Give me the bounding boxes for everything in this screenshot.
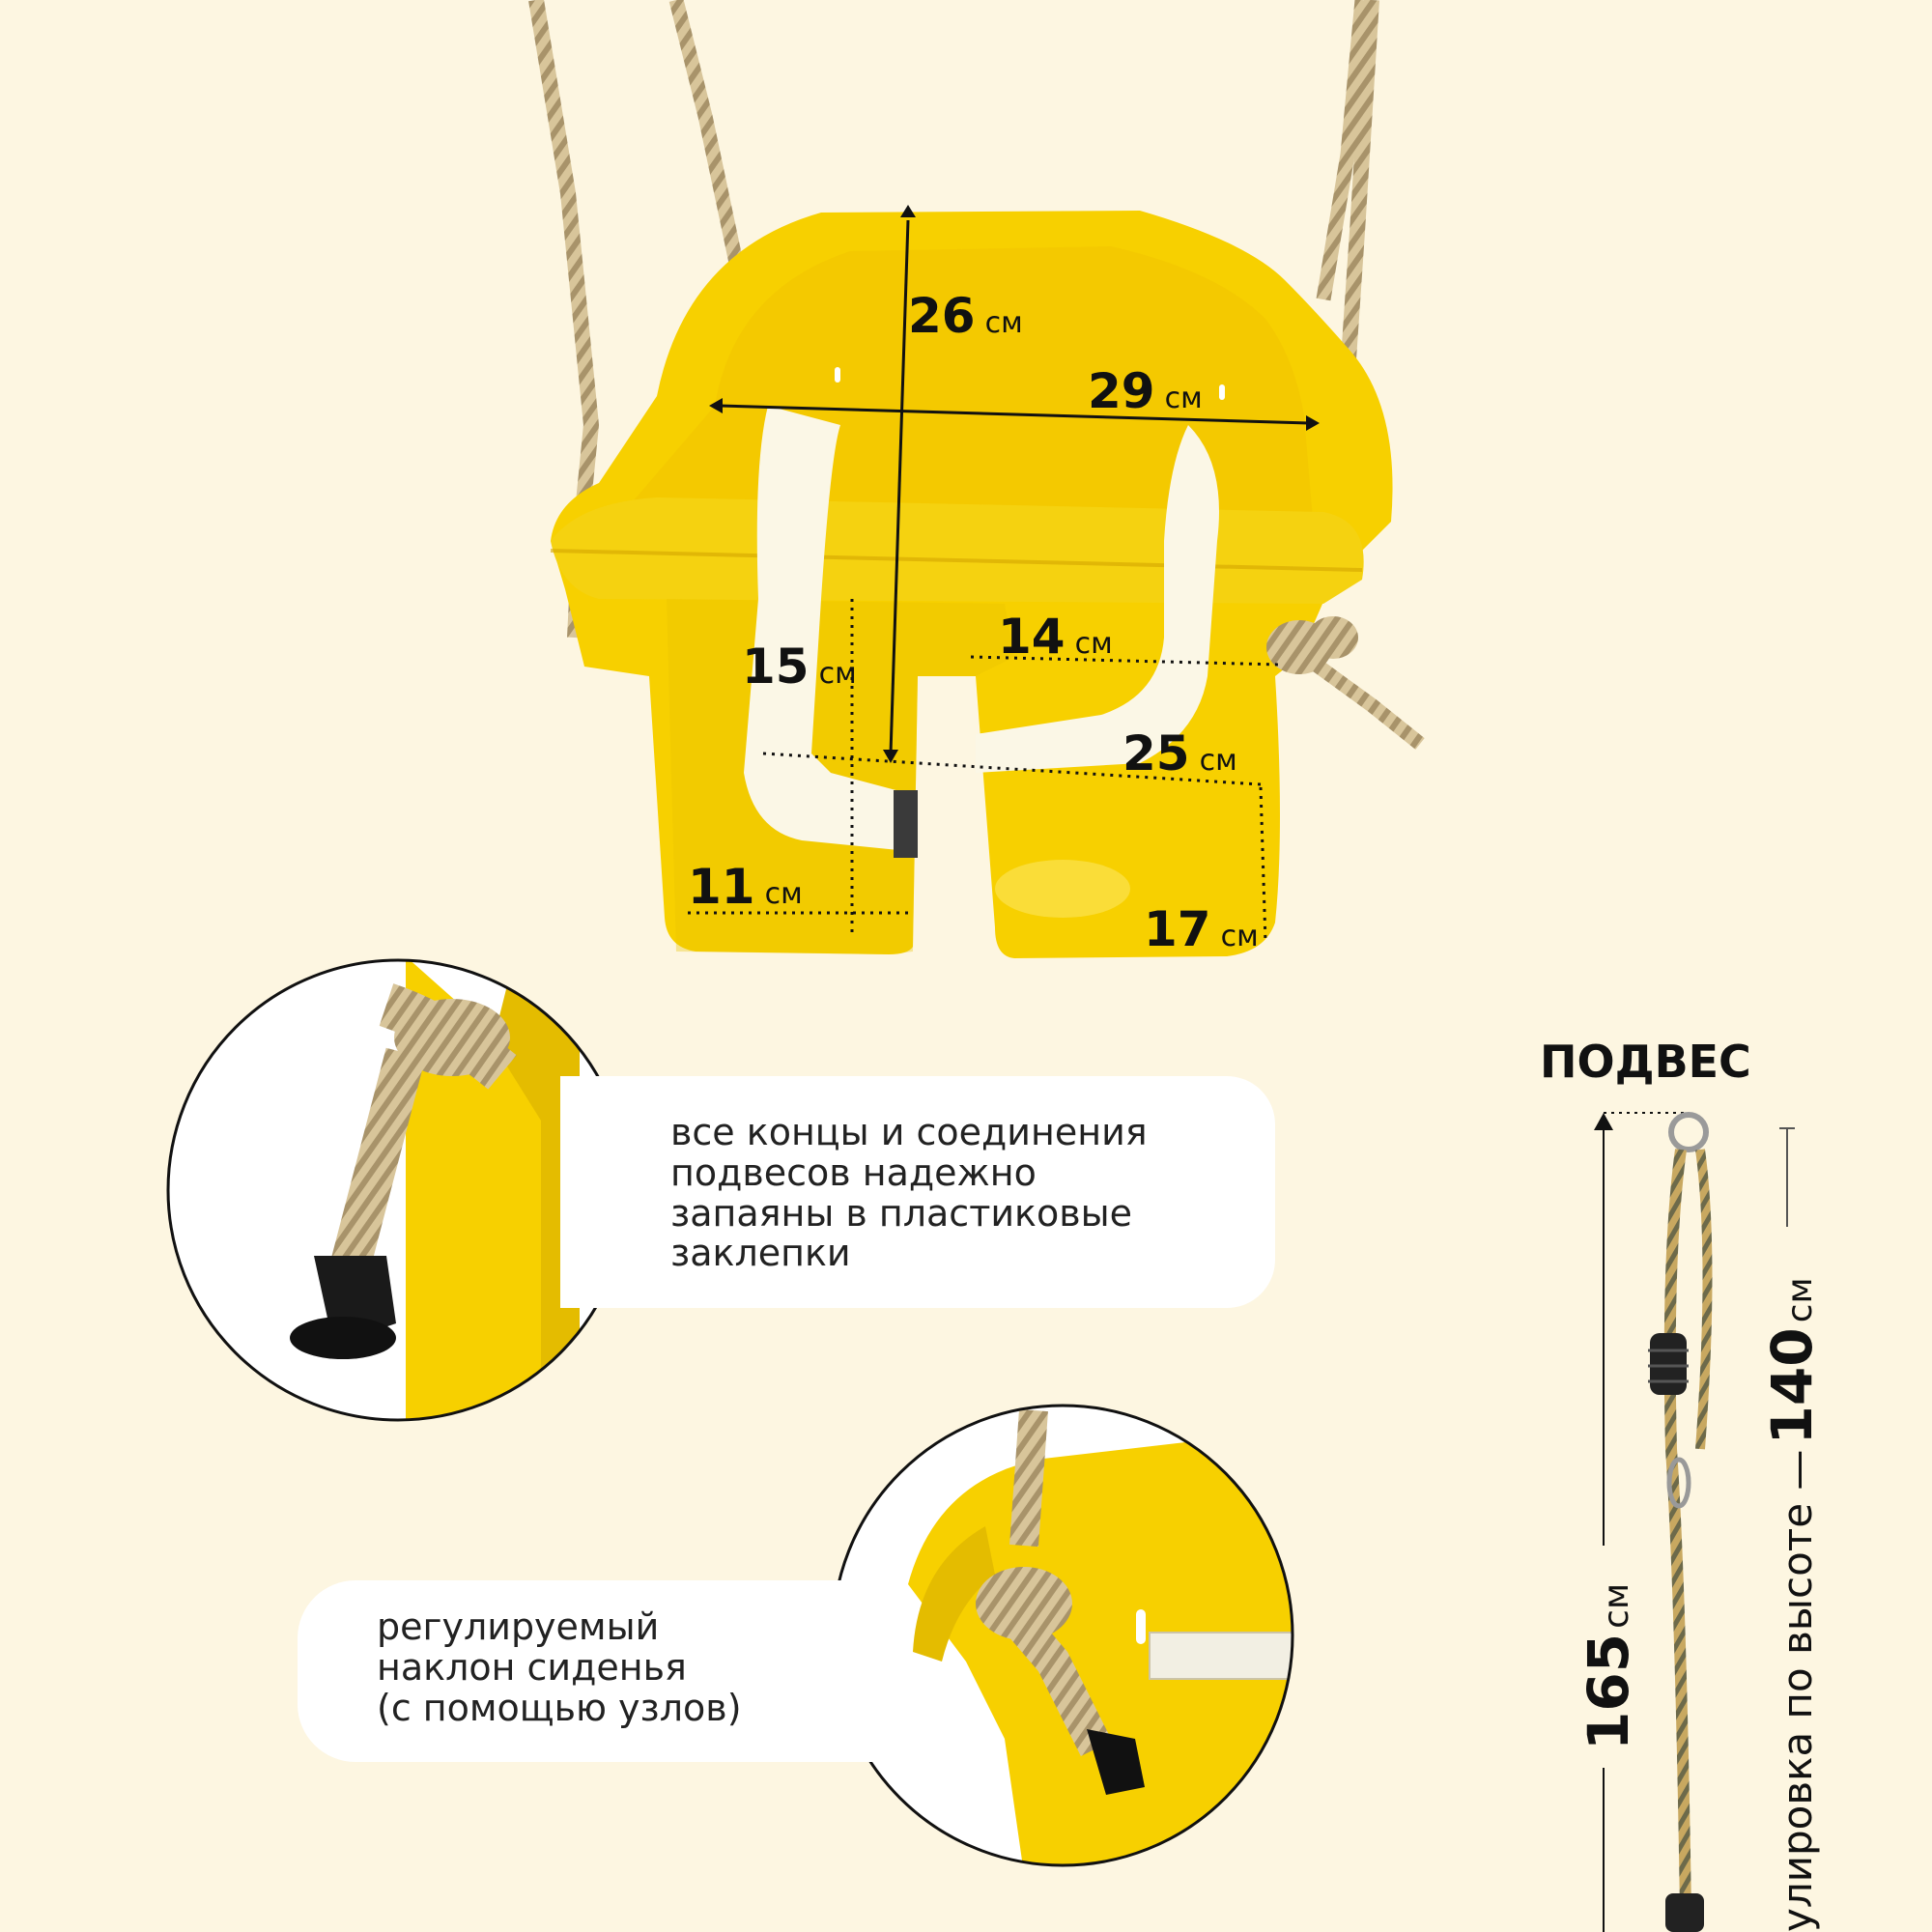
rivets-callout-line: запаяны в пластиковые (670, 1191, 1133, 1235)
dimension-leg-opening: 11 см (688, 859, 803, 915)
rivets-callout-line: все концы и соединения (670, 1111, 1148, 1153)
dimension-seat-height: 15 см (742, 639, 857, 695)
dimension-front-height: 17 см (1144, 901, 1259, 957)
rivets-callout-line: подвесов надежно (670, 1151, 1037, 1194)
dimension-seat-width: 25 см (1122, 725, 1237, 781)
suspension-adjust-label: улировка по высоте — 140 см (1759, 1277, 1825, 1932)
detail-circle-rivet (168, 956, 628, 1430)
tilt-callout-line: регулируемый (377, 1605, 660, 1648)
suspension-length: 165 см (1576, 1582, 1641, 1750)
suspension-title: ПОДВЕС (1540, 1036, 1751, 1088)
rivets-callout (560, 1076, 1275, 1308)
detail-circle-knot (833, 1406, 1304, 1874)
rivets-callout-line: заклепки (670, 1232, 851, 1275)
dimension-height-back: 26 см (908, 288, 1023, 344)
tilt-callout-line: наклон сиденья (377, 1645, 687, 1689)
dimension-seat-depth: 14 см (998, 609, 1113, 665)
dimension-width-top: 29 см (1088, 363, 1203, 419)
tilt-callout-line: (с помощью узлов) (377, 1686, 742, 1729)
tilt-callout (298, 1580, 896, 1762)
